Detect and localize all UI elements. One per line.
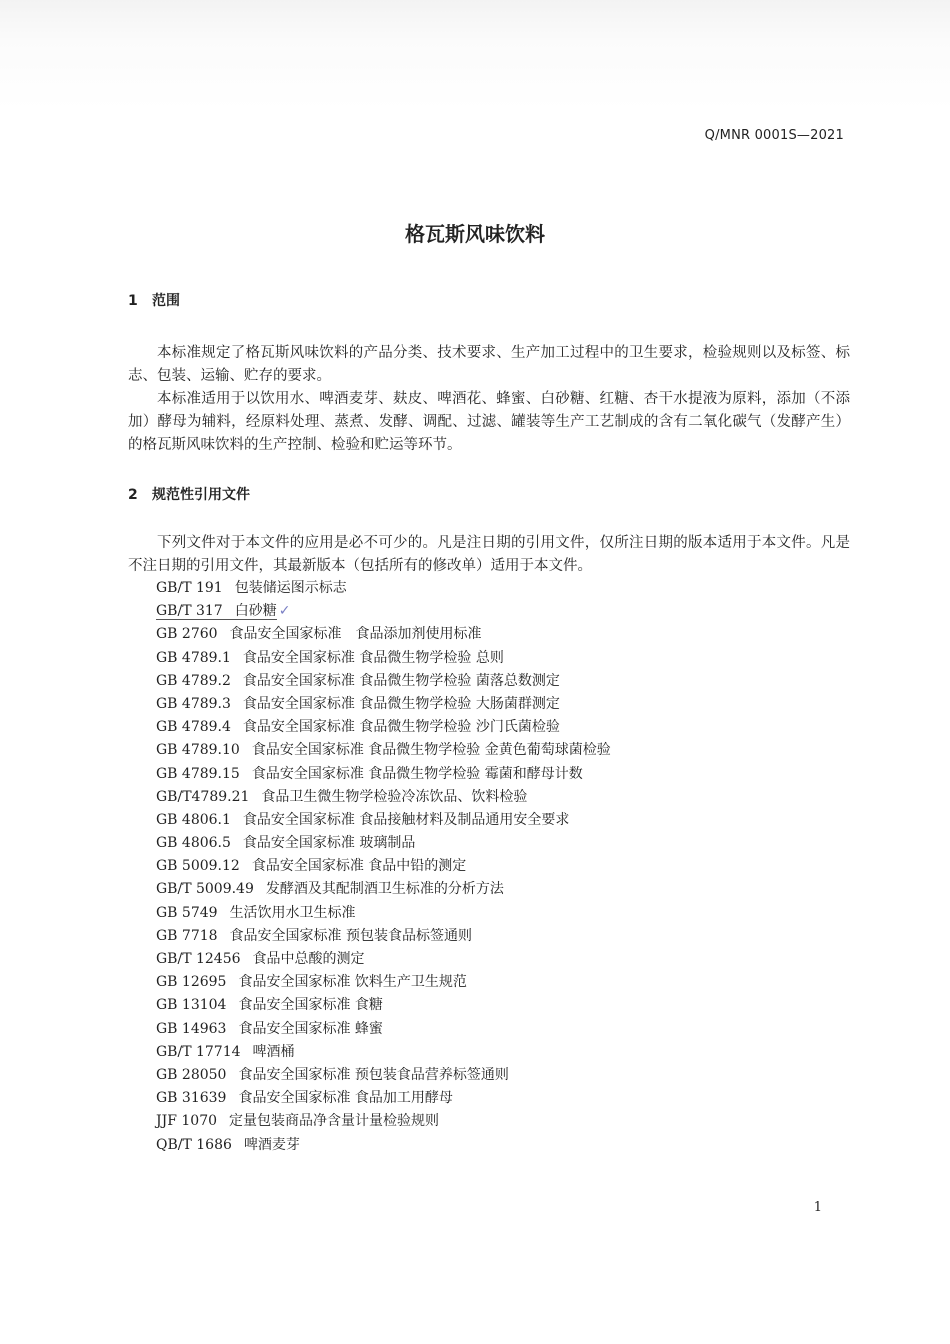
reference-code: GB 4789.2 — [156, 672, 231, 689]
reference-item — [156, 878, 611, 901]
reference-title: 啤酒桶 — [252, 1043, 295, 1060]
section-heading-scope — [128, 290, 180, 310]
reference-code: GB 4789.3 — [156, 695, 231, 712]
reference-item — [156, 716, 611, 739]
reference-title: 生活饮用水卫生标准 — [229, 904, 356, 921]
reference-title: 食品安全国家标准 食品微生物学检验 总则 — [242, 649, 504, 666]
reference-code: JJF 1070 — [156, 1113, 218, 1130]
reference-item — [156, 971, 611, 994]
reference-code: GB 5009.12 — [156, 858, 240, 875]
reference-item — [156, 1018, 611, 1041]
reference-code: GB 31639 — [156, 1090, 227, 1107]
reference-title: 食品安全国家标准 食品接触材料及制品通用安全要求 — [242, 811, 570, 828]
reference-title: 食品安全国家标准 食品微生物学检验 大肠菌群测定 — [242, 695, 560, 712]
reference-title: 食品安全国家标准 玻璃制品 — [242, 835, 416, 852]
reference-title: 食品安全国家标准 食品微生物学检验 沙门氏菌检验 — [242, 719, 560, 736]
section-title: 范围 — [152, 293, 180, 309]
reference-title: 食品安全国家标准 食品添加剂使用标准 — [229, 626, 482, 643]
reference-item — [156, 577, 611, 600]
reference-code: GB 28050 — [156, 1066, 227, 1083]
reference-item — [156, 693, 611, 716]
reference-code: GB/T4789.21 — [156, 788, 250, 805]
reference-code: GB 4789.1 — [156, 649, 231, 666]
page-number: 1 — [813, 1200, 822, 1215]
reference-item — [156, 739, 611, 762]
reference-title: 食品安全国家标准 食品微生物学检验 金黄色葡萄球菌检验 — [251, 742, 611, 759]
reference-item — [156, 809, 611, 832]
handwritten-underline — [156, 603, 277, 620]
reference-code: GB 4806.5 — [156, 835, 231, 852]
reference-title: 发酵酒及其配制酒卫生标准的分析方法 — [265, 881, 504, 898]
reference-title: 定量包装商品净含量计量检验规则 — [229, 1113, 440, 1130]
reference-title: 食品安全国家标准 食品中铅的测定 — [251, 858, 467, 875]
reference-code: GB 7718 — [156, 927, 218, 944]
reference-item — [156, 832, 611, 855]
references-intro-paragraph: 下列文件对于本文件的应用是必不可少的。凡是注日期的引用文件，仅所注日期的版本适用于本文件。凡是不注日期的引用文件，其最新版本（包括所有的修改单）适用于本文件。 — [128, 535, 850, 574]
reference-title: 啤酒麦芽 — [243, 1136, 300, 1153]
reference-title: 食品安全国家标准 食品微生物学检验 霉菌和酵母计数 — [251, 765, 583, 782]
reference-title: 食品安全国家标准 预包装食品标签通则 — [229, 927, 473, 944]
reference-title: 食品安全国家标准 预包装食品营养标签通则 — [238, 1066, 509, 1083]
document-title: 格瓦斯风味饮料 — [405, 222, 545, 246]
reference-item — [156, 670, 611, 693]
reference-title: 白砂糖 — [234, 603, 277, 620]
reference-title: 食品安全国家标准 食品加工用酵母 — [238, 1090, 453, 1107]
reference-item — [156, 786, 611, 809]
section-number: 1 — [128, 293, 138, 309]
reference-code: GB/T 191 — [156, 580, 223, 596]
reference-item — [156, 600, 611, 623]
reference-code: GB 5749 — [156, 904, 218, 921]
reference-item — [156, 1041, 611, 1064]
reference-item — [156, 1064, 611, 1087]
reference-title: 包装储运图示标志 — [234, 580, 347, 596]
reference-list — [156, 577, 611, 1157]
reference-item — [156, 855, 611, 878]
reference-code: QB/T 1686 — [156, 1136, 232, 1153]
reference-item — [156, 1110, 611, 1133]
reference-code: GB 2760 — [156, 626, 218, 643]
scope-paragraph-2: 本标准适用于以饮用水、啤酒麦芽、麸皮、啤酒花、蜂蜜、白砂糖、红糖、杏干水提液为原料，添加（不添加）酵母为辅料，经原料处理、蒸煮、发酵、调配、过滤、罐装等生产工艺制成的含有二氧化碳气（发酵产生）的格瓦斯风味饮料的生产控制、检验和贮运等环节。 — [128, 391, 850, 453]
reference-title: 食品中总酸的测定 — [252, 951, 365, 967]
reference-code: GB/T 5009.49 — [156, 881, 254, 898]
reference-title: 食品安全国家标准 蜂蜜 — [238, 1020, 383, 1037]
reference-item — [156, 1134, 611, 1157]
reference-code: GB/T 17714 — [156, 1043, 241, 1060]
reference-code: GB 4789.4 — [156, 719, 231, 736]
section-heading-references — [128, 484, 250, 504]
reference-item — [156, 948, 611, 971]
reference-code: GB/T 317 — [156, 603, 223, 620]
reference-title: 食品安全国家标准 食品微生物学检验 菌落总数测定 — [242, 672, 560, 689]
scope-paragraph-1: 本标准规定了格瓦斯风味饮料的产品分类、技术要求、生产加工过程中的卫生要求，检验规则以及标签、标志、包装、运输、贮存的要求。 — [128, 345, 850, 384]
reference-item — [156, 1087, 611, 1110]
reference-code: GB 12695 — [156, 974, 227, 991]
section-number: 2 — [128, 487, 138, 503]
reference-item — [156, 647, 611, 670]
reference-title: 食品卫生微生物学检验冷冻饮品、饮料检验 — [261, 788, 528, 805]
reference-item — [156, 763, 611, 786]
reference-code: GB 4789.15 — [156, 765, 240, 782]
reference-code: GB 4806.1 — [156, 811, 231, 828]
handwritten-check-icon: ✓ — [278, 603, 291, 620]
reference-item — [156, 925, 611, 948]
document-code: Q/MNR 0001S—2021 — [704, 128, 844, 143]
reference-title: 食品安全国家标准 食糖 — [238, 997, 383, 1014]
reference-item — [156, 994, 611, 1017]
section-title: 规范性引用文件 — [152, 487, 250, 503]
reference-item — [156, 902, 611, 925]
reference-item — [156, 623, 611, 646]
reference-code: GB 4789.10 — [156, 742, 240, 759]
reference-title: 食品安全国家标准 饮料生产卫生规范 — [238, 974, 467, 991]
reference-code: GB 14963 — [156, 1020, 227, 1037]
reference-code: GB 13104 — [156, 997, 227, 1014]
reference-code: GB/T 12456 — [156, 951, 241, 967]
